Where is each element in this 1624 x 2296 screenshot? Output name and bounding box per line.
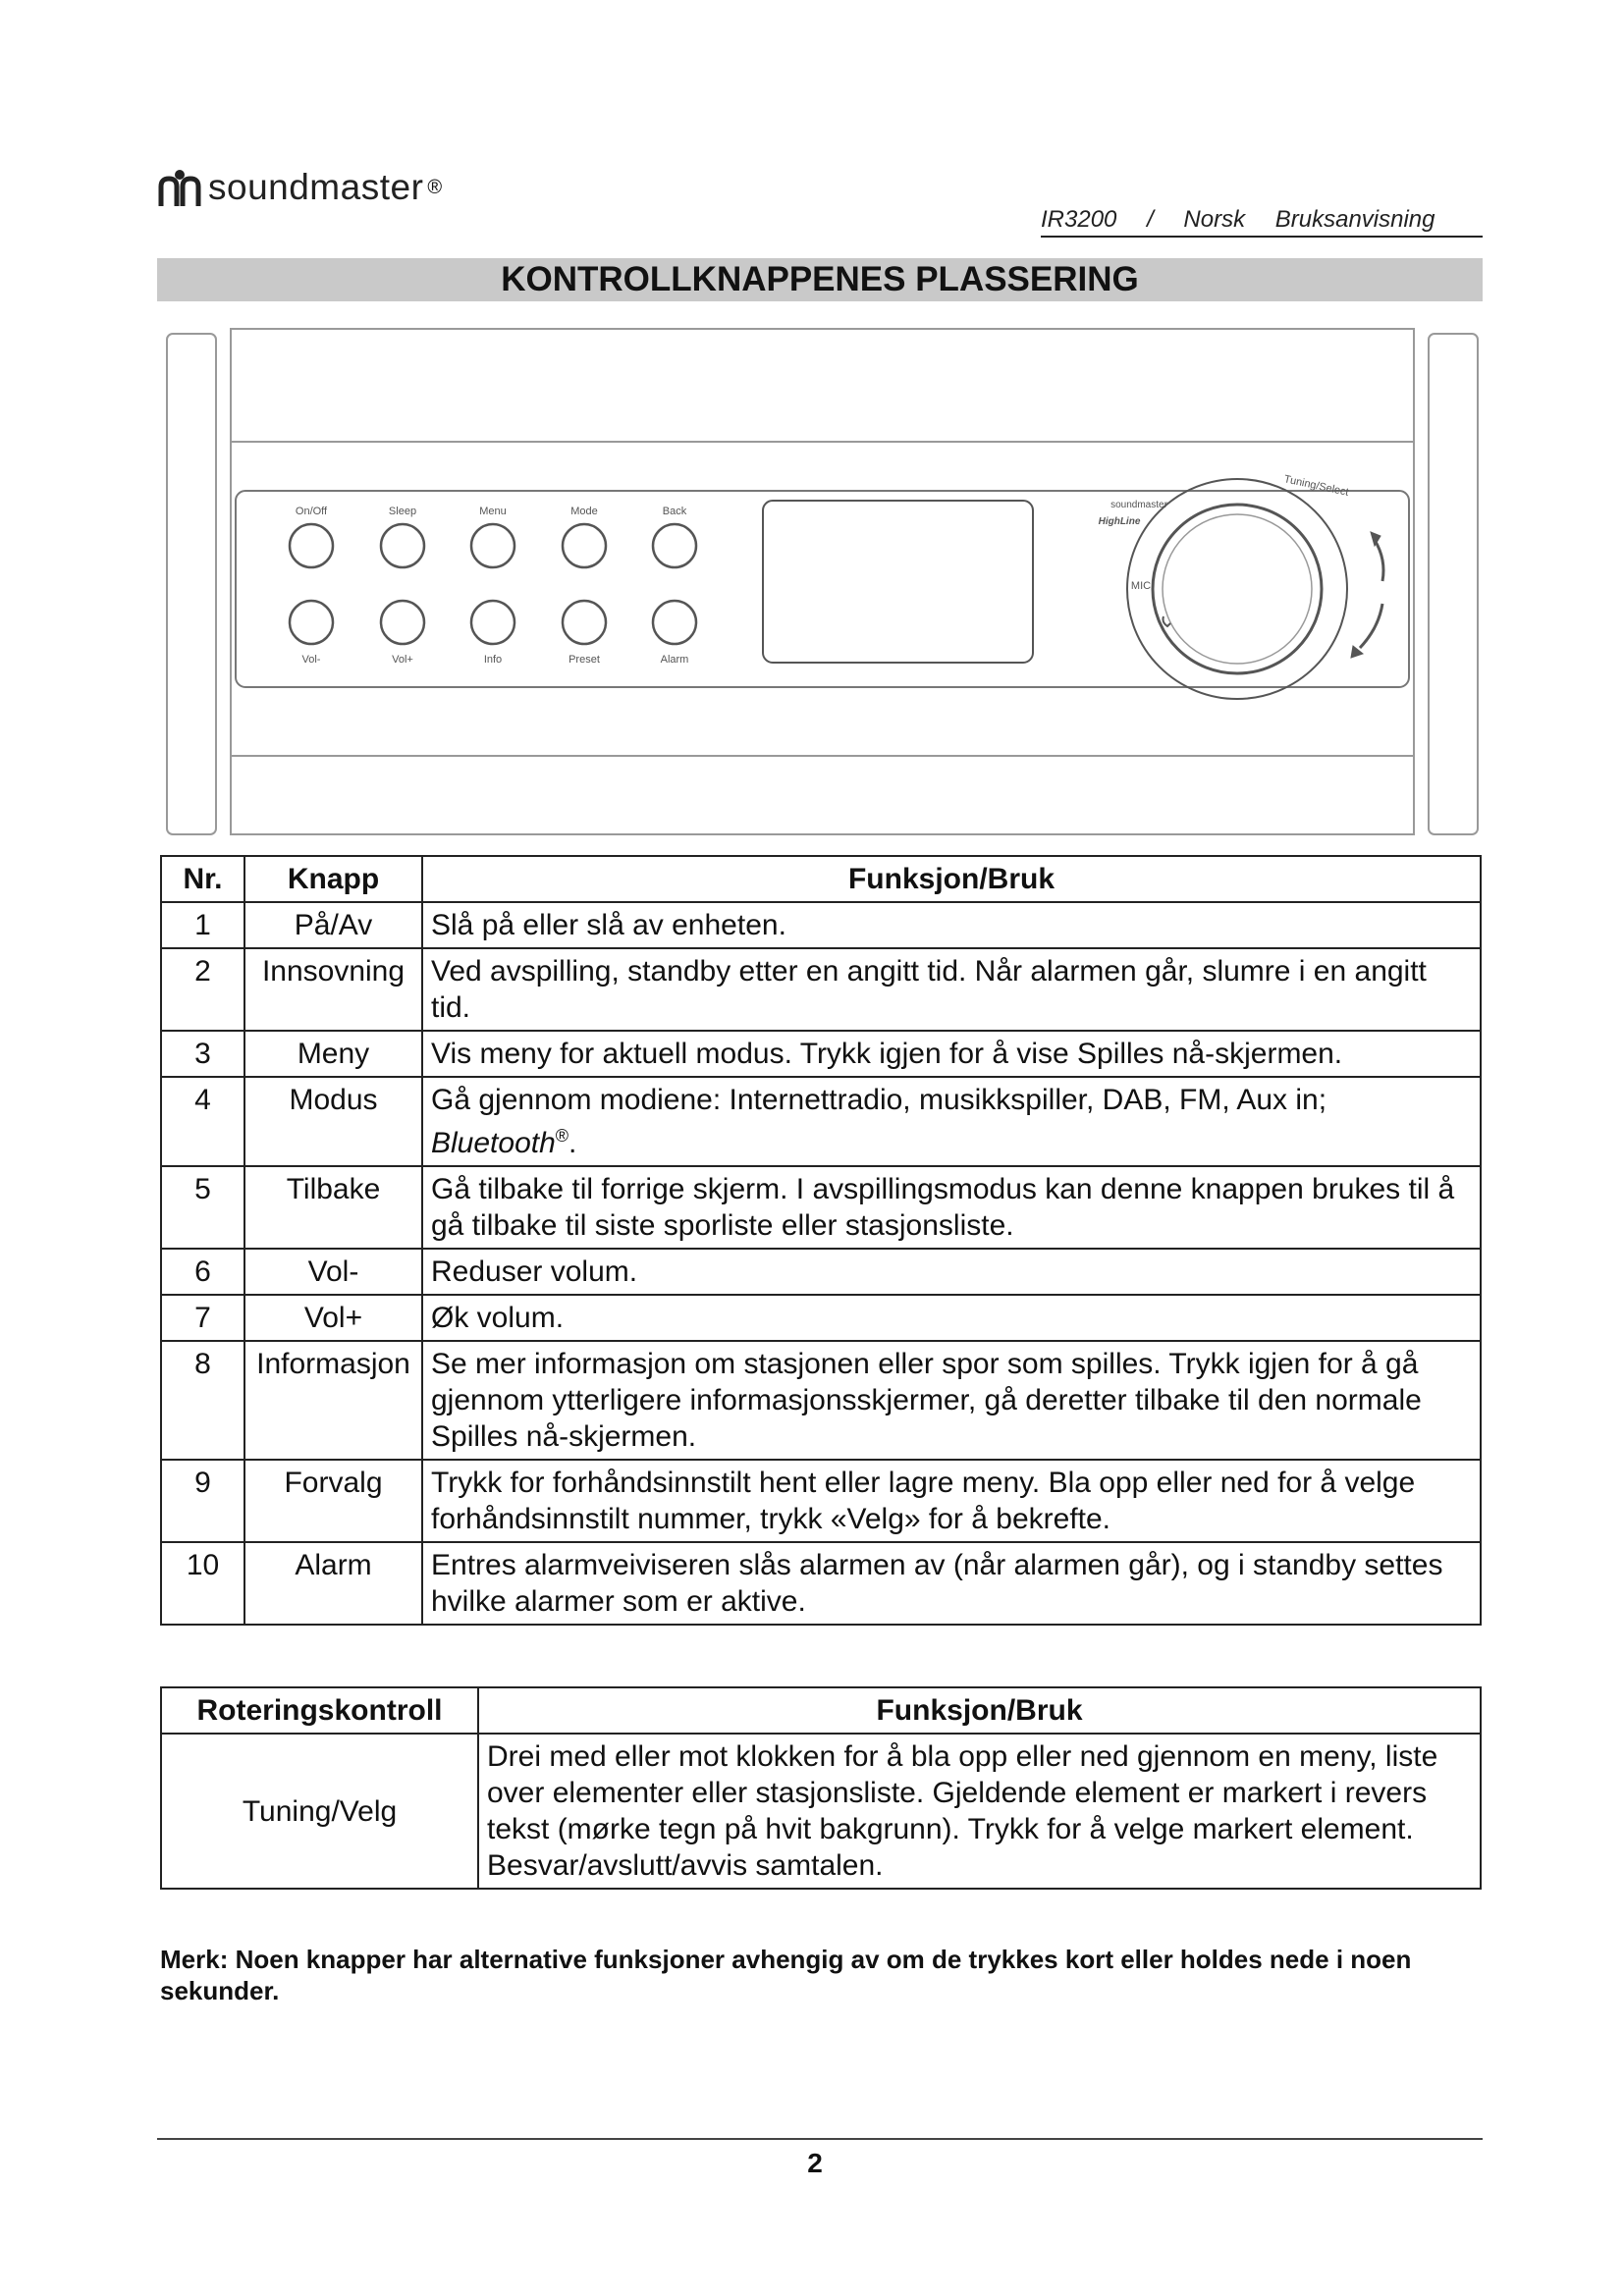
brand-name: soundmaster	[208, 167, 424, 207]
row-funksjon: Ved avspilling, standby etter en angitt tid. Når alarmen går, slumre i en angitt tid.	[422, 948, 1481, 1031]
preset-button	[563, 601, 606, 644]
row-funksjon: Reduser volum.	[422, 1249, 1481, 1295]
sleep-button	[381, 524, 424, 567]
row-knapp: Alarm	[244, 1542, 422, 1625]
row-knapp: På/Av	[244, 902, 422, 948]
table-row	[161, 902, 1481, 948]
row-knapp: Innsovning	[244, 948, 422, 1031]
header-funksjon: Funksjon/Bruk	[478, 1687, 1481, 1734]
table-row	[161, 1031, 1481, 1077]
label-sub-brand: HighLine	[1098, 516, 1141, 527]
header-roteringskontroll: Roteringskontroll	[161, 1687, 478, 1734]
row-knapp: Vol+	[244, 1295, 422, 1341]
rotary-control-desc: Drei med eller mot klokken for å bla opp eller ned gjennom en meny, liste over elementer eller stasjonsliste. Gjeldende element er markert i revers tekst (mørke tegn på hvit bakgrunn). Trykk for å velge markert element. Besvar/avslutt/avvis samtalen.	[478, 1734, 1481, 1889]
label-tuning-select: Tuning/Select	[1282, 473, 1350, 499]
row-knapp: Informasjon	[244, 1341, 422, 1460]
rotary-control-name: Tuning/Velg	[161, 1734, 478, 1889]
table-header-row	[161, 856, 1481, 902]
menu-button	[471, 524, 514, 567]
footer-divider	[157, 2138, 1483, 2140]
label-menu: Menu	[479, 506, 507, 517]
header-knapp: Knapp	[244, 856, 422, 902]
mode-button	[563, 524, 606, 567]
vol-minus-button	[290, 601, 333, 644]
label-on-off: On/Off	[295, 506, 328, 517]
label-mic: MIC	[1130, 580, 1152, 592]
row-nr: 7	[161, 1295, 244, 1341]
language: Norsk	[1183, 206, 1246, 233]
table-header-row	[161, 1687, 1481, 1734]
row-nr: 2	[161, 948, 244, 1031]
document-id	[1041, 206, 1483, 238]
row-funksjon: Entres alarmveiviseren slås alarmen av (når alarmen går), og i standby settes hvilke alarmer som er aktive.	[422, 1542, 1481, 1625]
table-row	[161, 1295, 1481, 1341]
info-button	[471, 601, 514, 644]
row-nr: 5	[161, 1166, 244, 1249]
brand-logo	[157, 167, 442, 208]
table-row	[161, 1734, 1481, 1889]
tuning-knob	[1153, 505, 1322, 673]
page-number: 2	[807, 2148, 823, 2178]
row-funksjon: Se mer informasjon om stasjonen eller spor som spilles. Trykk igjen for å gå gjennom ytterligere informasjonsskjermer, gå deretter tilbake til den normale Spilles nå-skjermen.	[422, 1341, 1481, 1460]
label-sleep: Sleep	[388, 506, 417, 517]
note-text: Merk: Noen knapper har alternative funksjoner avhengig av om de trykkes kort eller holdes nede i noen sekunder.	[160, 1945, 1412, 2005]
rotary-control-table	[160, 1686, 1482, 1890]
row-funksjon: Vis meny for aktuell modus. Trykk igjen for å vise Spilles nå-skjermen.	[422, 1031, 1481, 1077]
row-nr: 4	[161, 1077, 244, 1166]
label-alarm: Alarm	[660, 654, 689, 666]
row-funksjon: Øk volum.	[422, 1295, 1481, 1341]
radio-front-illustration	[157, 324, 1488, 844]
label-brand-small: soundmaster	[1110, 500, 1167, 510]
table-row	[161, 1077, 1481, 1166]
label-info: Info	[483, 654, 503, 666]
on-off-button	[290, 524, 333, 567]
table-row	[161, 1249, 1481, 1295]
row-funksjon: Gå tilbake til forrige skjerm. I avspillingsmodus kan denne knappen brukes til å gå tilbake til siste sporliste eller stasjonsliste.	[422, 1166, 1481, 1249]
page-title: KONTROLLKNAPPENES PLASSERING	[157, 258, 1483, 301]
table-row	[161, 1460, 1481, 1542]
model-number: IR3200	[1041, 206, 1117, 233]
vol-plus-button	[381, 601, 424, 644]
row-knapp: Meny	[244, 1031, 422, 1077]
label-vol-minus: Vol-	[301, 654, 321, 666]
doc-type: Bruksanvisning	[1274, 206, 1435, 233]
row-nr: 8	[161, 1341, 244, 1460]
back-button	[653, 524, 696, 567]
row-funksjon: Slå på eller slå av enheten.	[422, 902, 1481, 948]
row-funksjon: Gå gjennom modiene: Internettradio, musikkspiller, DAB, FM, Aux in; Bluetooth®.	[422, 1077, 1481, 1166]
header-nr: Nr.	[161, 856, 244, 902]
row-knapp: Vol-	[244, 1249, 422, 1295]
row-nr: 1	[161, 902, 244, 948]
table-row	[161, 1341, 1481, 1460]
row-nr: 3	[161, 1031, 244, 1077]
row-nr: 6	[161, 1249, 244, 1295]
row-knapp: Modus	[244, 1077, 422, 1166]
row-nr: 9	[161, 1460, 244, 1542]
label-preset: Preset	[568, 654, 600, 666]
table-row	[161, 1166, 1481, 1249]
brand-registered-mark: ®	[427, 176, 443, 198]
label-vol-plus: Vol+	[392, 654, 413, 666]
button-function-table	[160, 855, 1482, 1626]
separator: /	[1147, 206, 1154, 233]
header-funksjon: Funksjon/Bruk	[422, 856, 1481, 902]
row-knapp: Tilbake	[244, 1166, 422, 1249]
row-nr: 10	[161, 1542, 244, 1625]
table-row	[161, 1542, 1481, 1625]
label-back: Back	[662, 506, 687, 517]
row-knapp: Forvalg	[244, 1460, 422, 1542]
alarm-button	[653, 601, 696, 644]
label-mode: Mode	[570, 506, 598, 517]
row-funksjon: Trykk for forhåndsinnstilt hent eller lagre meny. Bla opp eller ned for å velge forhåndsinnstilt nummer, trykk «Velg» for å bekrefte.	[422, 1460, 1481, 1542]
table-row	[161, 948, 1481, 1031]
soundmaster-logo-icon	[157, 167, 202, 208]
